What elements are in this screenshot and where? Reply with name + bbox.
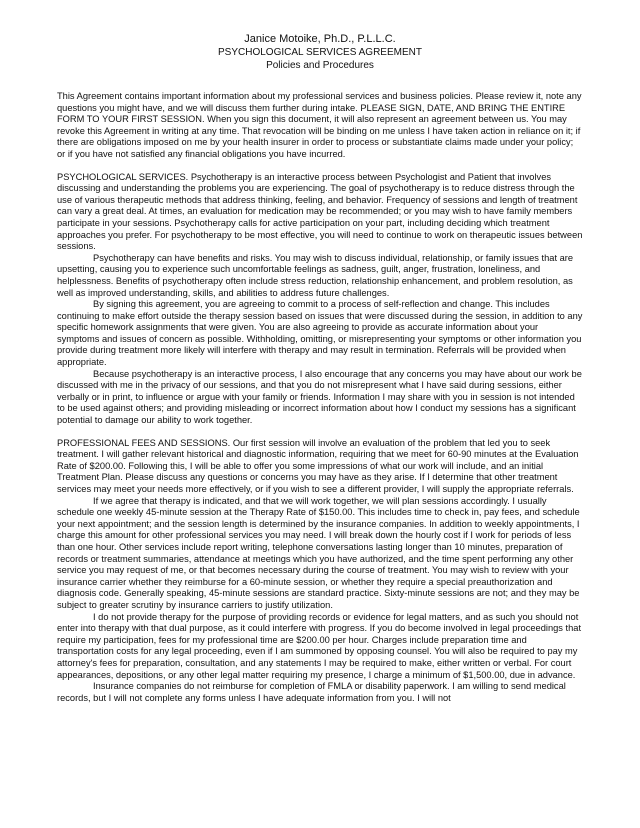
document-subtitle: Policies and Procedures bbox=[266, 60, 374, 71]
practice-name: Janice Motoike, Ph.D., P.L.L.C. bbox=[244, 33, 396, 45]
therapy-sessions-paragraph: If we agree that therapy is indicated, and that we will work together, we will plan sessions accordingly. I usually schedule one weekly 45-minute session at the Therapy Rate of $150.00. This includes time to check in, pay fees, and schedule your next appointment; and the session length is determined by the insurance companies. In addition to weekly appointments, I charge this amount for other professional services you may need. I will break down the hourly cost if I work for periods of less than one hour. Other services include report writing, telephone conversations lasting longer than 10 minutes, preparation of records or treatment summaries, attendance at meetings which you have authorized, and the time spent performing any other service you may request of me, or that becomes necessary during the course of treatment. You may wish to review with your insurance carrier whether they reimburse for a 60-minute session, or whether they require a special preauthorization and diagnosis code. Generally speaking, 45-minute sessions are standard practice. Sixty-minute sessions are not; and they may be subject to greater scrutiny by insurance carriers to justify utilization. bbox=[57, 495, 580, 610]
professional-fees-paragraph: PROFESSIONAL FEES AND SESSIONS. Our first session will involve an evaluation of the problem that led you to seek treatment. I will gather relevant historical and diagnostic information, requiring that we meet for 60-90 minutes at the Evaluation Rate of $200.00. Following this, I will be able to offer you some impressions of what our work will include, and an initial Treatment Plan. Please discuss any questions or concerns you may have as they arise. If I determine that other treatment services may meet your needs more effectively, or if you wish to see a different provider, I will supply the appropriate referrals. bbox=[57, 437, 579, 494]
insurance-paperwork-paragraph: Insurance companies do not reimburse for completion of FMLA or disability paperwork. I am willing to send medical records, but I will not complete any forms unless I have adequate information from you. I will not bbox=[57, 681, 566, 703]
concerns-paragraph: Because psychotherapy is an interactive process, I also encourage that any concerns you may have about our work be discussed with me in the privacy of our sessions, and that you do not misrepresent what I have said during sessions, either verbally or in print, to influence or argue with your family or friends. Information I may share with you in session is not intended to be used against others; and providing misleading or incorrect information about how I conduct my sessions has a significant potential to damage our ability to work together. bbox=[57, 368, 582, 426]
document-title: PSYCHOLOGICAL SERVICES AGREEMENT bbox=[218, 47, 422, 58]
legal-matters-paragraph: I do not provide therapy for the purpose of providing records or evidence for legal matters, and as such you should not enter into therapy with that dual purpose, as it could interfere with progress. If you do become involved in legal proceedings that require my participation, fees for my professional time are $200.00 per hour. Charges include preparation time and transportation costs for any legal proceeding, even if I am summoned by opposing counsel. You will also be required to pay my attorney's fees for preparation, consultation, and any statements I may be required to make, either written or verbal. For court appearances, depositions, or any other legal matter requiring my presence, I charge a minimum of $1,500.00, due in advance. bbox=[57, 611, 582, 680]
document-header bbox=[57, 33, 583, 72]
benefits-risks-paragraph: Psychotherapy can have benefits and risks. You may wish to discuss individual, relationship, or family issues that are upsetting, causing you to experience such uncomfortable feelings as sadness, guilt, anger, frustration, loneliness, and helplessness. Benefits of psychotherapy often include stress reduction, relationship enhancement, and problem resolution, as well as improved understanding, skills, and abilities to address future challenges. bbox=[57, 252, 574, 298]
commitment-paragraph: By signing this agreement, you are agreeing to commit to a process of self-reflection and change. This includes continuing to make effort outside the therapy session based on issues that were discussed during the session, in addition to any specific homework assignments that were given. You are also agreeing to provide as accurate information about your symptoms and issues of concern as possible. Withholding, omitting, or misrepresenting your symptoms or other information you provide during treatment more likely will interfere with therapy and may result in termination. Referrals will be provided when appropriate. bbox=[57, 299, 583, 368]
intro-paragraph: This Agreement contains important information about my professional services and business policies. Please review it, note any questions you might have, and we will discuss them further during intake. PLEASE SIGN, DATE, AND BRING THE ENTIRE FORM TO YOUR FIRST SESSION. When you sign this document, it will also represent an agreement between us. You may revoke this Agreement in writing at any time. That revocation will be binding on me unless I have taken action in reliance on it; if there are obligations imposed on me by your health insurer in order to process or substantiate claims made under your policy; or if you have not satisfied any financial obligations you have incurred. bbox=[57, 91, 582, 159]
psychological-services-paragraph: PSYCHOLOGICAL SERVICES. Psychotherapy is an interactive process between Psychologist and Patient that involves discussing and understanding the problems you are experiencing. The goal of psychotherapy is to reduce distress through the use of various therapeutic methods that address thinking, feeling, and behavior. Frequency of sessions and length of treatment can vary a great deal. At times, an evaluation for medication may be recommended; or you may wish to have family members participate in your sessions. Psychotherapy calls for active participation on your part, including deciding which treatment approaches you prefer. For psychotherapy to be most effective, you will need to continue to work on therapeutic issues between sessions. bbox=[57, 171, 583, 252]
